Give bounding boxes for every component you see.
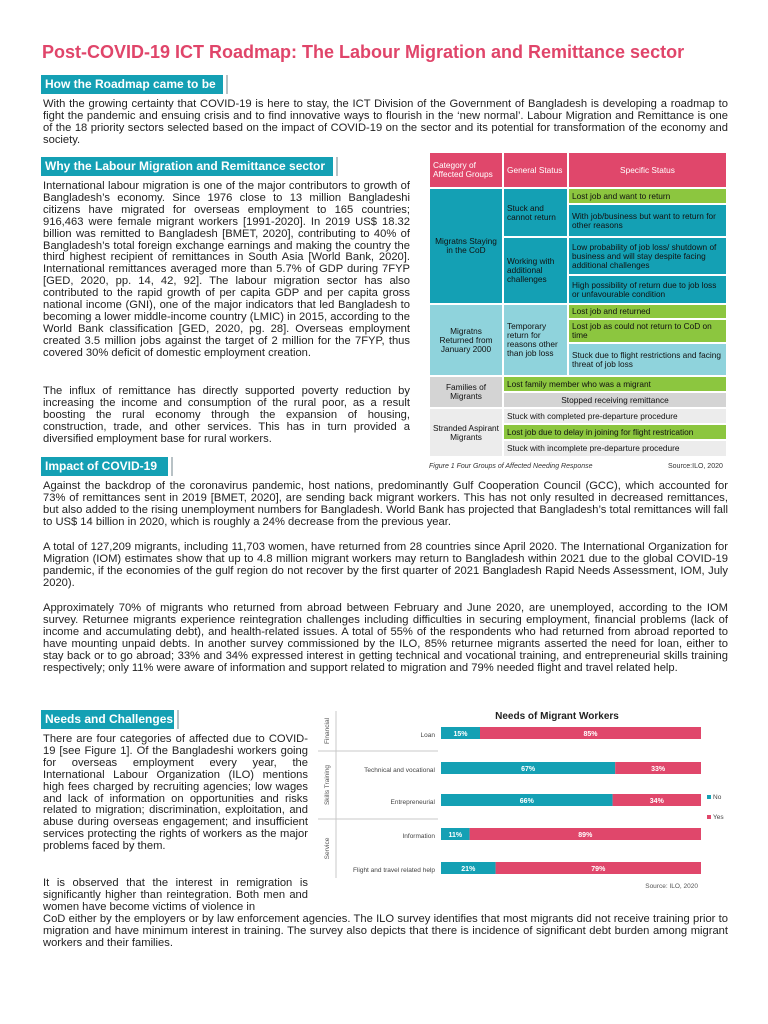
chart-data-label: 11% xyxy=(448,832,463,839)
impact-paragraph-1: Against the backdrop of the coronavirus pandemic, host nations, predominantly Gulf Cooperation Council (GCC), which accounted for 73% of remittances sent in 2019 [BMET, 2020], are sending back migrant workers. This has not only resulted in decreased remittances, but also added to the rising unemployment numbers for Bangladesh. World Bank has projected that Bangladesh’s total remittances will fall to US$ 14 billion in 2020, which is roughly a 24% decrease from the previous year. xyxy=(43,480,728,528)
table-specific-item: High possibility of return due to job loss or unfavourable condition xyxy=(568,275,727,304)
table-specific-item: Lost job and returned xyxy=(568,304,727,319)
table-specific-item: Stopped receiving remittance xyxy=(503,392,727,408)
table-specific-item: Lost job and want to return xyxy=(568,188,727,204)
chart-group-label: Skills Training xyxy=(324,764,331,806)
section-heading-why: Why the Labour Migration and Remittance sector xyxy=(41,157,333,176)
chart-data-label: 21% xyxy=(461,866,476,873)
chart-category-label: Loan xyxy=(420,732,435,739)
table-group-stranded: Stranded Aspirant Migrants xyxy=(429,408,503,457)
chart-group-label: Financial xyxy=(324,717,331,745)
table-group-families: Families of Migrants xyxy=(429,376,503,408)
chart-legend-swatch xyxy=(707,795,711,799)
chart-data-label: 34% xyxy=(649,798,664,805)
table-header-specific: Specific Status xyxy=(568,152,727,188)
needs-paragraph-2b: CoD either by the employers or by law enforcement agencies. The ILO survey identifies that most migrants did not receive training prior to migration and have minimum interest in training. The survey also depicts that there is incidence of significant debt burden among migrant workers and their families. xyxy=(43,913,728,949)
chart-data-label: 33% xyxy=(651,766,666,773)
chart-category-label: Entrepreneurial xyxy=(390,799,435,806)
chart-title: Needs of Migrant Workers xyxy=(495,711,619,722)
page-title: Post-COVID-19 ICT Roadmap: The Labour Migration and Remittance sector xyxy=(42,42,685,62)
chart-data-label: 67% xyxy=(521,766,536,773)
chart-category-label: Information xyxy=(402,833,435,840)
roadmap-paragraph: With the growing certainty that COVID-19 is here to stay, the ICT Division of the Government of Bangladesh is developing a roadmap to fight the pandemic and ensuing crisis and to find innovative ways to flourish in the ‘new normal’. Labour Migration and Remittance is one of the 18 priority sectors selected based on the impact of COVID-19 on the sector and its potential for transformation of the economy and society. xyxy=(43,98,728,146)
impact-paragraph-3: Approximately 70% of migrants who returned from abroad between February and June 2020, are unemployed, according to the IOM survey. Returnee migrants experience reintegration challenges including difficulties in securing employment, financial problems (lack of income and accumulating debt), and health-related issues. A total of 55% of the respondents who had returned from abroad reported to have mounting unpaid debts. In another survey commissioned by the ILO, 85% returnee migrants asserted the need for loan, either to stay back or to go abroad; 33% and 34% expressed interest in getting technical and vocational training, and entrepreneurial skills training respectively; only 11% were aware of information and support related to migration and 79% needed flight and travel related help. xyxy=(43,602,728,674)
needs-paragraph-1: There are four categories of affected due to COVID-19 [see Figure 1]. Of the Bangladeshi workers going for overseas employment every year, the International Labour Organization (ILO) mentions high fees charged by recruiting agencies; low wages and lack of information on opportunities and risks related to migration; discrimination, exploitation, and abuse during overseas engagement; and insufficient services protecting the rights of workers as the major problems faced by them. xyxy=(43,733,308,853)
table-specific-item: With job/business but want to return for other reasons xyxy=(568,204,727,237)
table-specific-item: Low probability of job loss/ shutdown of business and will stay despite facing additional challenges xyxy=(568,237,727,275)
affected-groups-table xyxy=(429,152,727,457)
chart-legend-swatch xyxy=(707,815,711,819)
table-group-returned: Migratns Returned from January 2000 xyxy=(429,304,503,376)
table-general-working: Working with additional challenges xyxy=(503,237,568,304)
figure-caption: Figure 1 Four Groups of Affected Needing Response xyxy=(429,463,593,470)
table-specific-item: Stuck with incomplete pre-departure procedure xyxy=(503,440,727,457)
chart-legend-label: No xyxy=(713,794,722,801)
table-specific-item: Lost job as could not return to CoD on time xyxy=(568,319,727,343)
figure-source: Source:ILO, 2020 xyxy=(668,463,723,470)
chart-category-label: Flight and travel related help xyxy=(352,867,435,874)
section-heading-divider xyxy=(336,157,338,176)
section-heading-divider xyxy=(226,75,228,94)
chart-data-label: 15% xyxy=(453,731,468,738)
chart-data-label: 85% xyxy=(583,731,598,738)
chart-legend-label: Yes xyxy=(713,814,724,821)
table-specific-item: Stuck with completed pre-departure procedure xyxy=(503,408,727,424)
table-general-temporary: Temporary return for reasons other than job loss xyxy=(503,304,568,376)
impact-paragraph-2: A total of 127,209 migrants, including 11,703 women, have returned from 28 countries since April 2020. The International Organization for Migration (IOM) estimates show that up to 4.8 million migrant workers may return to Bangladesh within 2021 due to the global COVID-19 pandemic, if the economies of the gulf region do not recover by the first quarter of 2021 Bangladesh Rapid Needs Assessment, IOM, July 2020). xyxy=(43,541,728,589)
table-group-staying: Migratns Staying in the CoD xyxy=(429,188,503,304)
section-heading-divider xyxy=(177,710,179,729)
section-heading-needs: Needs and Challenges xyxy=(41,710,174,729)
chart-data-label: 79% xyxy=(591,866,606,873)
section-heading-roadmap: How the Roadmap came to be xyxy=(41,75,223,94)
chart-data-label: 66% xyxy=(519,798,534,805)
table-specific-item: Lost family member who was a migrant xyxy=(503,376,727,392)
needs-paragraph-2a: It is observed that the interest in remigration is significantly higher than reintegration. Both men and women have become victims of violence in xyxy=(43,877,308,913)
table-specific-item: Stuck due to flight restrictions and facing threat of job loss xyxy=(568,343,727,376)
chart-data-label: 89% xyxy=(578,832,593,839)
table-header-category: Category of Affected Groups xyxy=(429,152,503,188)
table-header-general: General Status xyxy=(503,152,568,188)
chart-category-label: Technical and vocational xyxy=(364,767,435,774)
chart-source: Source: ILO, 2020 xyxy=(645,883,698,890)
needs-chart xyxy=(318,706,728,892)
table-specific-item: Lost job due to delay in joining for flight restrication xyxy=(503,424,727,440)
section-heading-divider xyxy=(171,457,173,476)
why-paragraph-2: The influx of remittance has directly supported poverty reduction by increasing the income and consumption of the rural poor, as a result boosting the rural economy through the expansion of housing, construction, trade, and other services. This has in turn provided a diversified employment base for rural workers. xyxy=(43,385,410,445)
table-general-stuck: Stuck and cannot return xyxy=(503,188,568,237)
why-paragraph-1: International labour migration is one of the major contributors to growth of Bangladesh’s economy. Since 1976 close to 13 million Bangladeshi citizens have migrated for overseas employment to 165 countries; 916,463 were female migrant workers [1991-2020]. In 2019 US$ 18.32 billion was remitted to Bangladesh [BMET, 2020], contributing to 40% of Bangladesh’s total foreign exchange earnings and making the country the third highest recipient of remittances in South Asia [World Bank, 2020]. International remittances averaged more than 5.7% of GDP during 7FYP [GED, 2020, pp. 14, 42, 92]. The labour migration sector has also contributed to the rapid growth of per capita GDP and per capita gross national income (GNI), one of the major indicators that led Bangladesh to becoming a lower middle-income country (LMIC) in 2015, according to the World Bank classification [GED, 2020, pg. 28]. Overseas employment created 3.5 million jobs against the target of 2 million for the 7FYP, thus covered 30% deficit of domestic employment creation. xyxy=(43,180,410,359)
chart-group-label: Service xyxy=(324,837,331,860)
section-heading-impact: Impact of COVID-19 xyxy=(41,457,168,476)
